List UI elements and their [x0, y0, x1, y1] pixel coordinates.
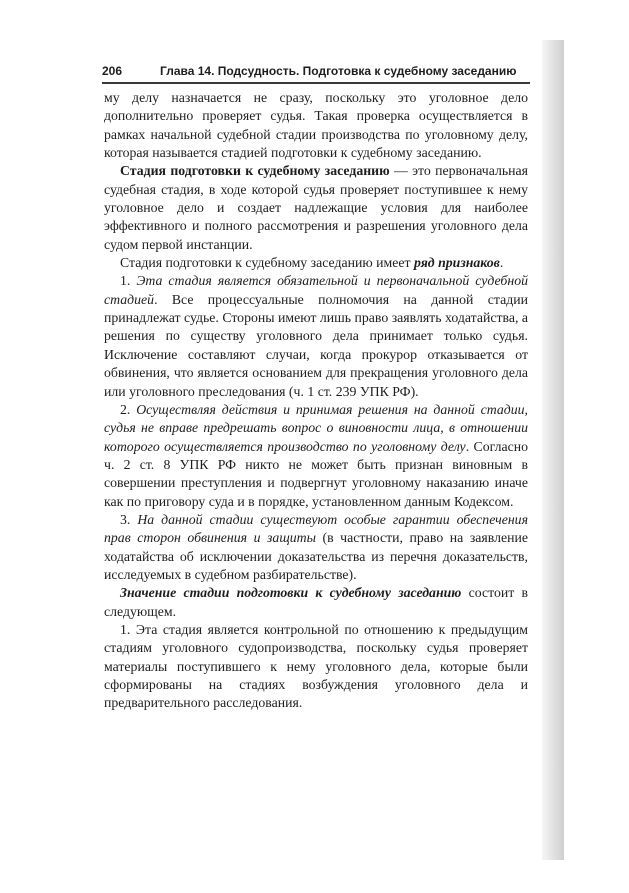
emphasis-term: ряд признаков	[413, 255, 500, 271]
item-number: 1.	[120, 621, 136, 637]
chapter-title: Глава 14. Подсудность. Подготовка к судебному заседанию	[160, 64, 517, 78]
paragraph-text: му делу назначается не сразу, поскольку это уголовное дело дополнительно проверяет судья. Такая проверка осуществляется в рамках начальной судебной стадии производства по уголовному делу, которая называется стадией подготовки к судебному заседанию.	[104, 90, 528, 161]
paragraph-definition	[104, 162, 528, 254]
emphasis-term: Значение стадии подготовки к судебному заседанию	[120, 585, 462, 601]
paragraph-significance	[104, 584, 528, 621]
running-header	[102, 62, 530, 84]
paragraph-text: Эта стадия является контрольной по отношению к предыдущим стадиям уголовного судопроизводства, поскольку судья проверяет материалы поступившего к нему уголовного дела, которые были сформированы на стадиях возбуждения уголовного дела и предварительного расследования.	[104, 621, 529, 711]
paragraph-text: . Согласно ч. 2 ст. 8 УПК РФ никто не может быть признан виновным в совершении преступления и подвергнут уголовному наказанию иначе как по приговору суда и в порядке, установленном данным Кодексом.	[104, 438, 529, 509]
paragraph-text: . Все процессуальные полномочия на данной стадии принадлежат судье. Стороны имеют лишь право заявлять ходатайства, а решения по существу уголовного дела принимает только судья. Исключение составляют случаи, когда прокурор отказывается от обвинения, что является основанием для прекращения уголовного дела или уголовного преследования (ч. 1 ст. 239 УПК РФ).	[104, 291, 528, 399]
page-number: 206	[102, 64, 123, 78]
item-number: 1.	[120, 273, 137, 289]
paragraph-text: состоит в следующем.	[104, 585, 529, 619]
feature-item-1	[104, 272, 528, 400]
feature-item-3	[104, 511, 528, 584]
feature-heading: Осуществляя действия и принимая решения на данной стадии, судья не вправе предрешать вопрос о виновности лица, в отношении которого осуществляется производство по уголовному делу	[104, 401, 528, 454]
page-body	[104, 89, 528, 713]
book-spine-shadow	[542, 40, 564, 860]
defined-term: Стадия подготовки к судебному заседанию	[120, 163, 390, 179]
paragraph-features-intro	[104, 254, 528, 272]
feature-heading: На данной стадии существуют особые гарантии обеспечения прав сторон обвинения и защиты	[104, 511, 528, 546]
paragraph-text: (в частности, право на заявление ходатайства об исключении доказательства из перечня доказательств, исследуемых в судебном разбирательстве).	[104, 530, 528, 582]
paragraph-continuation	[104, 89, 528, 162]
item-number: 3.	[120, 511, 138, 527]
feature-item-2	[104, 401, 528, 511]
paragraph-text: Стадия подготовки к судебному заседанию имеет	[120, 255, 414, 271]
feature-heading: Эта стадия является обязательной и первоначальной судебной стадией	[104, 273, 529, 307]
paragraph-text: — это первоначальная судебная стадия, в ходе которой судья проверяет поступившее к нему уголовное дело и создает надлежащие условия для наиболее эффективного и полного рассмотрения и разрешения уголовного дела судом первой инстанции.	[104, 163, 528, 252]
item-number: 2.	[120, 401, 137, 417]
significance-item-1	[104, 621, 528, 713]
paragraph-text: .	[499, 255, 504, 271]
